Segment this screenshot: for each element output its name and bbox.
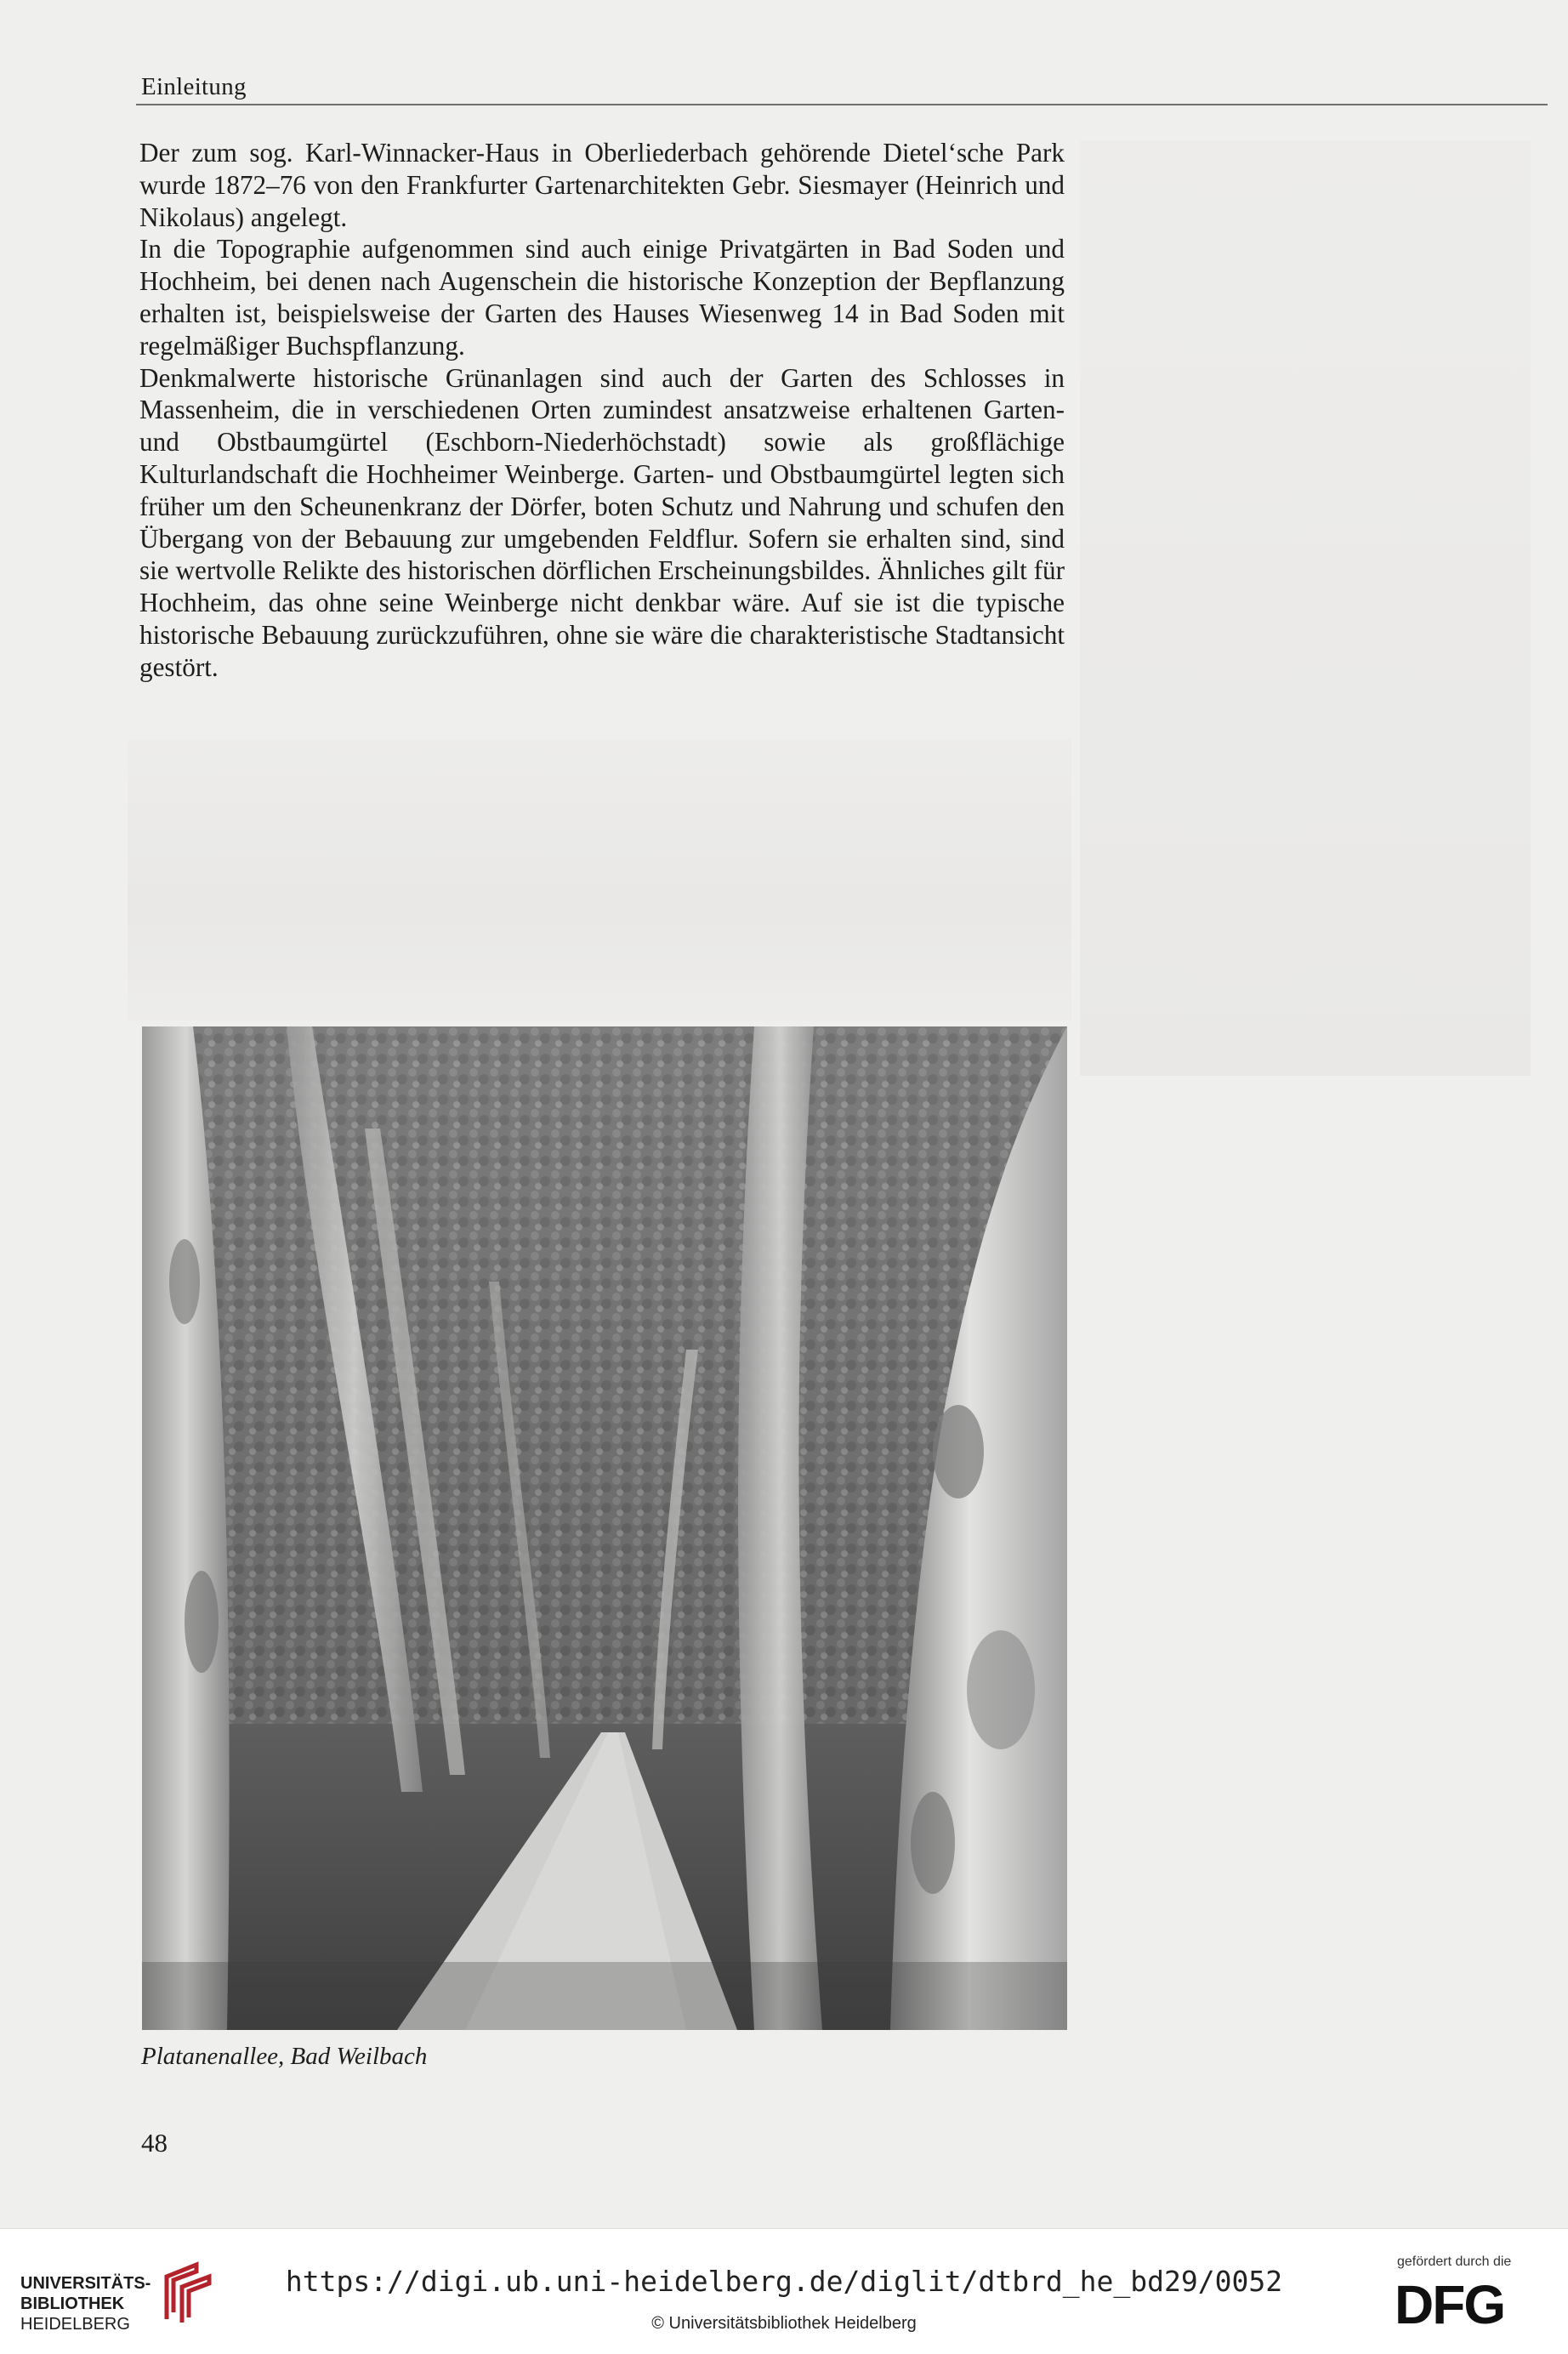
paragraph: Der zum sog. Karl-Winnacker-Haus in Oberliederbach gehörende Dietel‘sche Park wurde 1872–76 von den Frankfurter Gartenarchitekten Gebr. Siesmayer (Heinrich und Nikolaus) angelegt. [139,138,1065,232]
header-rule [136,104,1548,105]
figure-caption: Platanenallee, Bad Weilbach [141,2043,428,2070]
permalink-url[interactable]: https://digi.ub.uni-heidelberg.de/diglit/dtbrd_he_bd29/0052 [285,2265,1283,2298]
bleed-through-shadow [128,740,1071,1021]
running-header: Einleitung [141,73,247,100]
dfg-logo[interactable]: DFG [1395,2274,1505,2335]
page-number: 48 [141,2128,168,2158]
body-text [139,137,1065,684]
copyright-notice: © Universitätsbibliothek Heidelberg [651,2314,917,2333]
funding-label: gefördert durch die [1397,2254,1512,2269]
photo-plane-tree-avenue [142,1026,1067,2030]
paragraph: Denkmalwerte historische Grünanlagen sind auch der Garten des Schlosses in Massenheim, die in verschiedenen Orten zumindest ansatzweise erhaltenen Garten- und Obstbaumgürtel (Eschborn-Niederhöchstadt) sowie als großflächige Kulturlandschaft die Hochheimer Weinberge. Garten- und Obstbaumgürtel legten sich früher um den Scheunenkranz der Dörfer, boten Schutz und Nahrung und schufen den Übergang von der Bebauung zur umgebenden Feldflur. Sofern sie erhalten sind, sind sie wertvolle Relikte des historischen dörflichen Erscheinungsbildes. Ähnliches gilt für Hochheim, das ohne seine Weinberge nicht denkbar wäre. Auf sie ist die typische historische Bebauung zurückzuführen, ohne sie wäre die charakteristische Stadtansicht gestört. [139,362,1065,682]
paragraph: In die Topographie aufgenommen sind auch einige Privatgärten in Bad Soden und Hochheim, bei denen nach Augenschein die historische Konzeption der Bepflanzung erhalten ist, beispielsweise der Garten des Hauses Wiesenweg 14 in Bad Soden mit regelmäßiger Buchspflanzung. [139,234,1065,361]
bleed-through-shadow [1080,140,1531,1076]
photo-illustration [142,1026,1067,2030]
library-logo-text[interactable]: UNIVERSITÄTS- BIBLIOTHEK HEIDELBERG [20,2274,151,2334]
digitization-footer [0,2228,1568,2354]
